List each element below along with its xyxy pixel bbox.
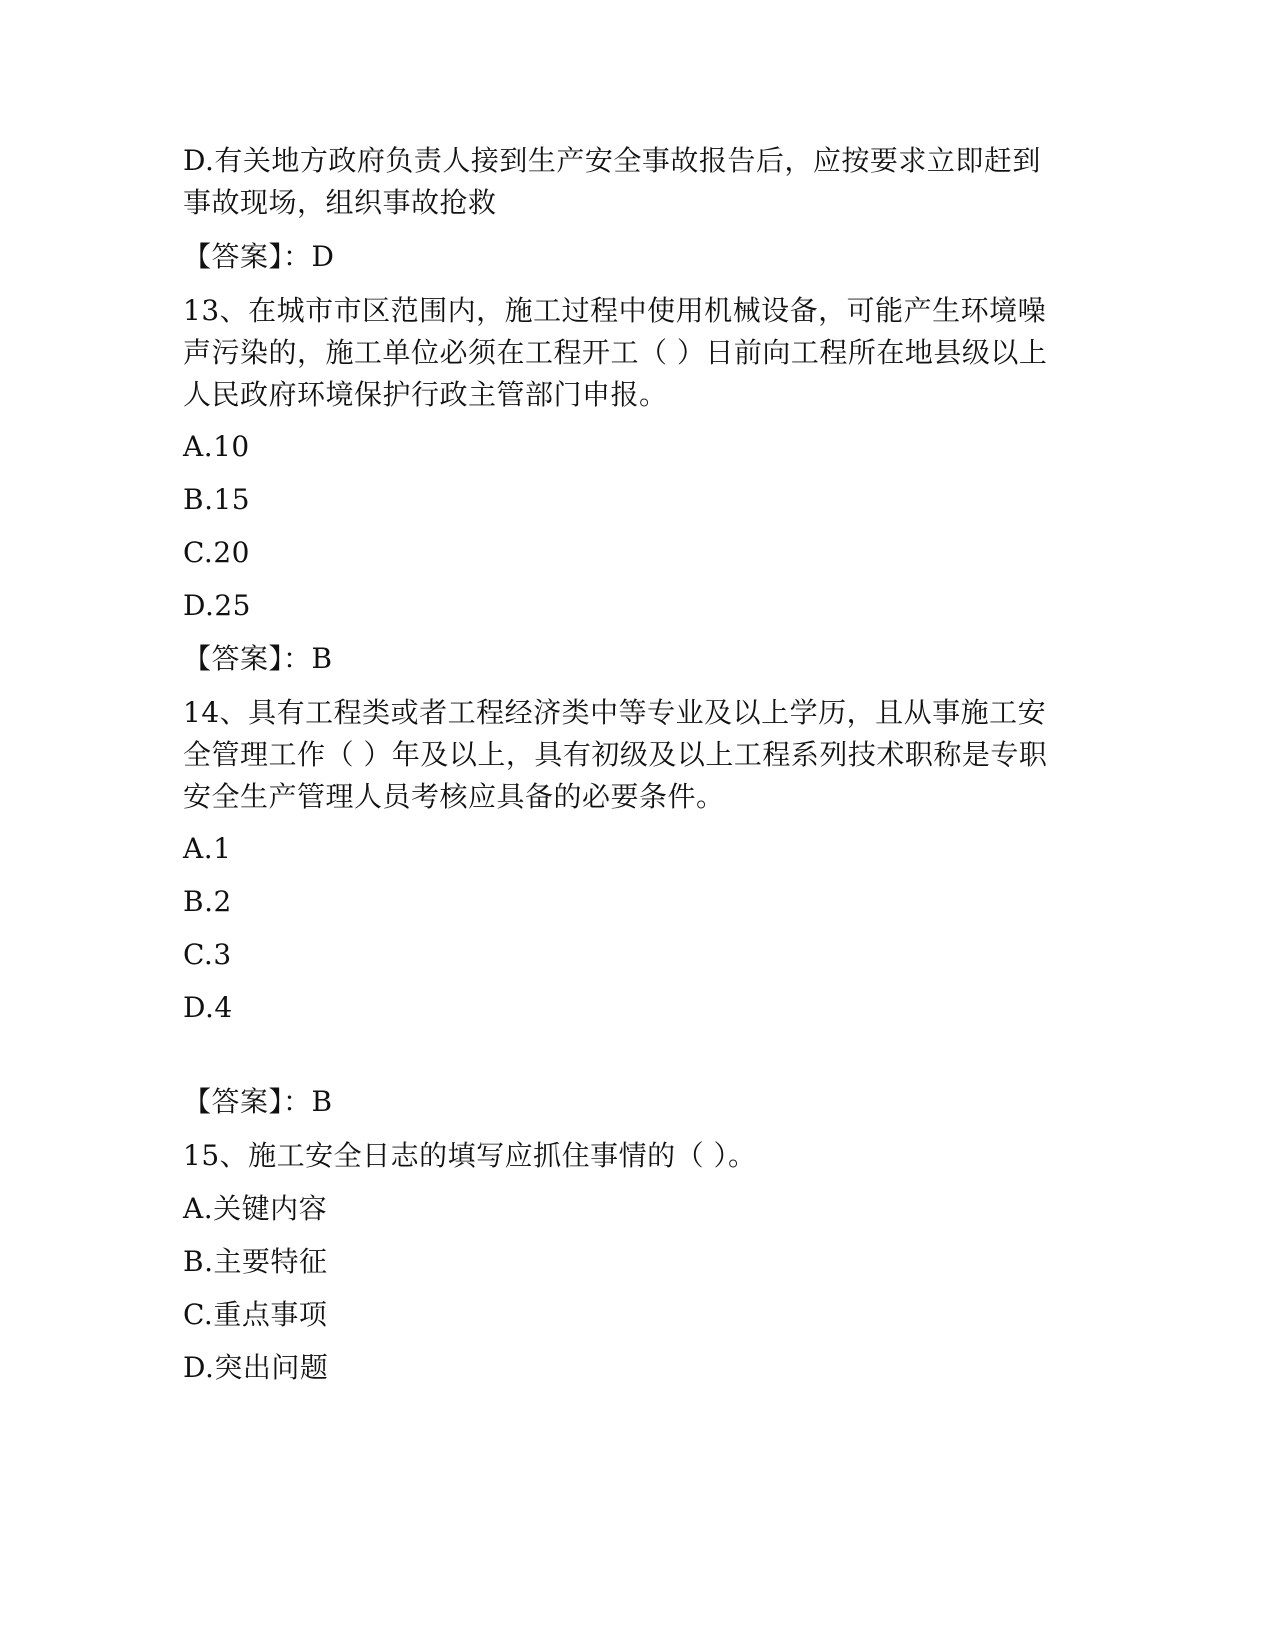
- question-13-option-b: B.15: [183, 483, 251, 516]
- question-15-option-a: A.关键内容: [183, 1192, 328, 1225]
- question-15-option-d: D.突出问题: [183, 1351, 329, 1384]
- question-13-option-d: D.25: [183, 589, 251, 622]
- question-14-option-c: C.3: [183, 938, 232, 971]
- question-13-option-c: C.20: [183, 536, 250, 569]
- question-13-line-3: 人民政府环境保护行政主管部门申报。: [183, 378, 668, 411]
- question-15-option-b: B.主要特征: [183, 1245, 328, 1278]
- option-d-continued-line-1: D.有关地方政府负责人接到生产安全事故报告后，应按要求立即赶到: [183, 144, 1041, 177]
- option-d-continued-line-2: 事故现场，组织事故抢救: [183, 186, 497, 219]
- question-14-line-2: 全管理工作（ ）年及以上，具有初级及以上工程系列技术职称是专职: [183, 738, 1048, 771]
- question-13-line-2: 声污染的，施工单位必须在工程开工（ ）日前向工程所在地县级以上: [183, 336, 1048, 369]
- question-14-line-3: 安全生产管理人员考核应具备的必要条件。: [183, 780, 725, 813]
- question-14-line-1: 14、具有工程类或者工程经济类中等专业及以上学历，且从事施工安: [183, 696, 1047, 729]
- question-13-line-1: 13、在城市市区范围内，施工过程中使用机械设备，可能产生环境噪: [183, 294, 1047, 327]
- question-13-option-a: A.10: [183, 430, 250, 463]
- answer-13: 【答案】：B: [183, 642, 333, 675]
- question-14-option-d: D.4: [183, 991, 233, 1024]
- question-14-option-b: B.2: [183, 885, 232, 918]
- question-15-line-1: 15、施工安全日志的填写应抓住事情的（ ）。: [183, 1139, 757, 1172]
- answer-14: 【答案】：B: [183, 1085, 333, 1118]
- question-14-option-a: A.1: [183, 832, 232, 865]
- question-15-option-c: C.重点事项: [183, 1298, 328, 1331]
- answer-12: 【答案】：D: [183, 240, 335, 273]
